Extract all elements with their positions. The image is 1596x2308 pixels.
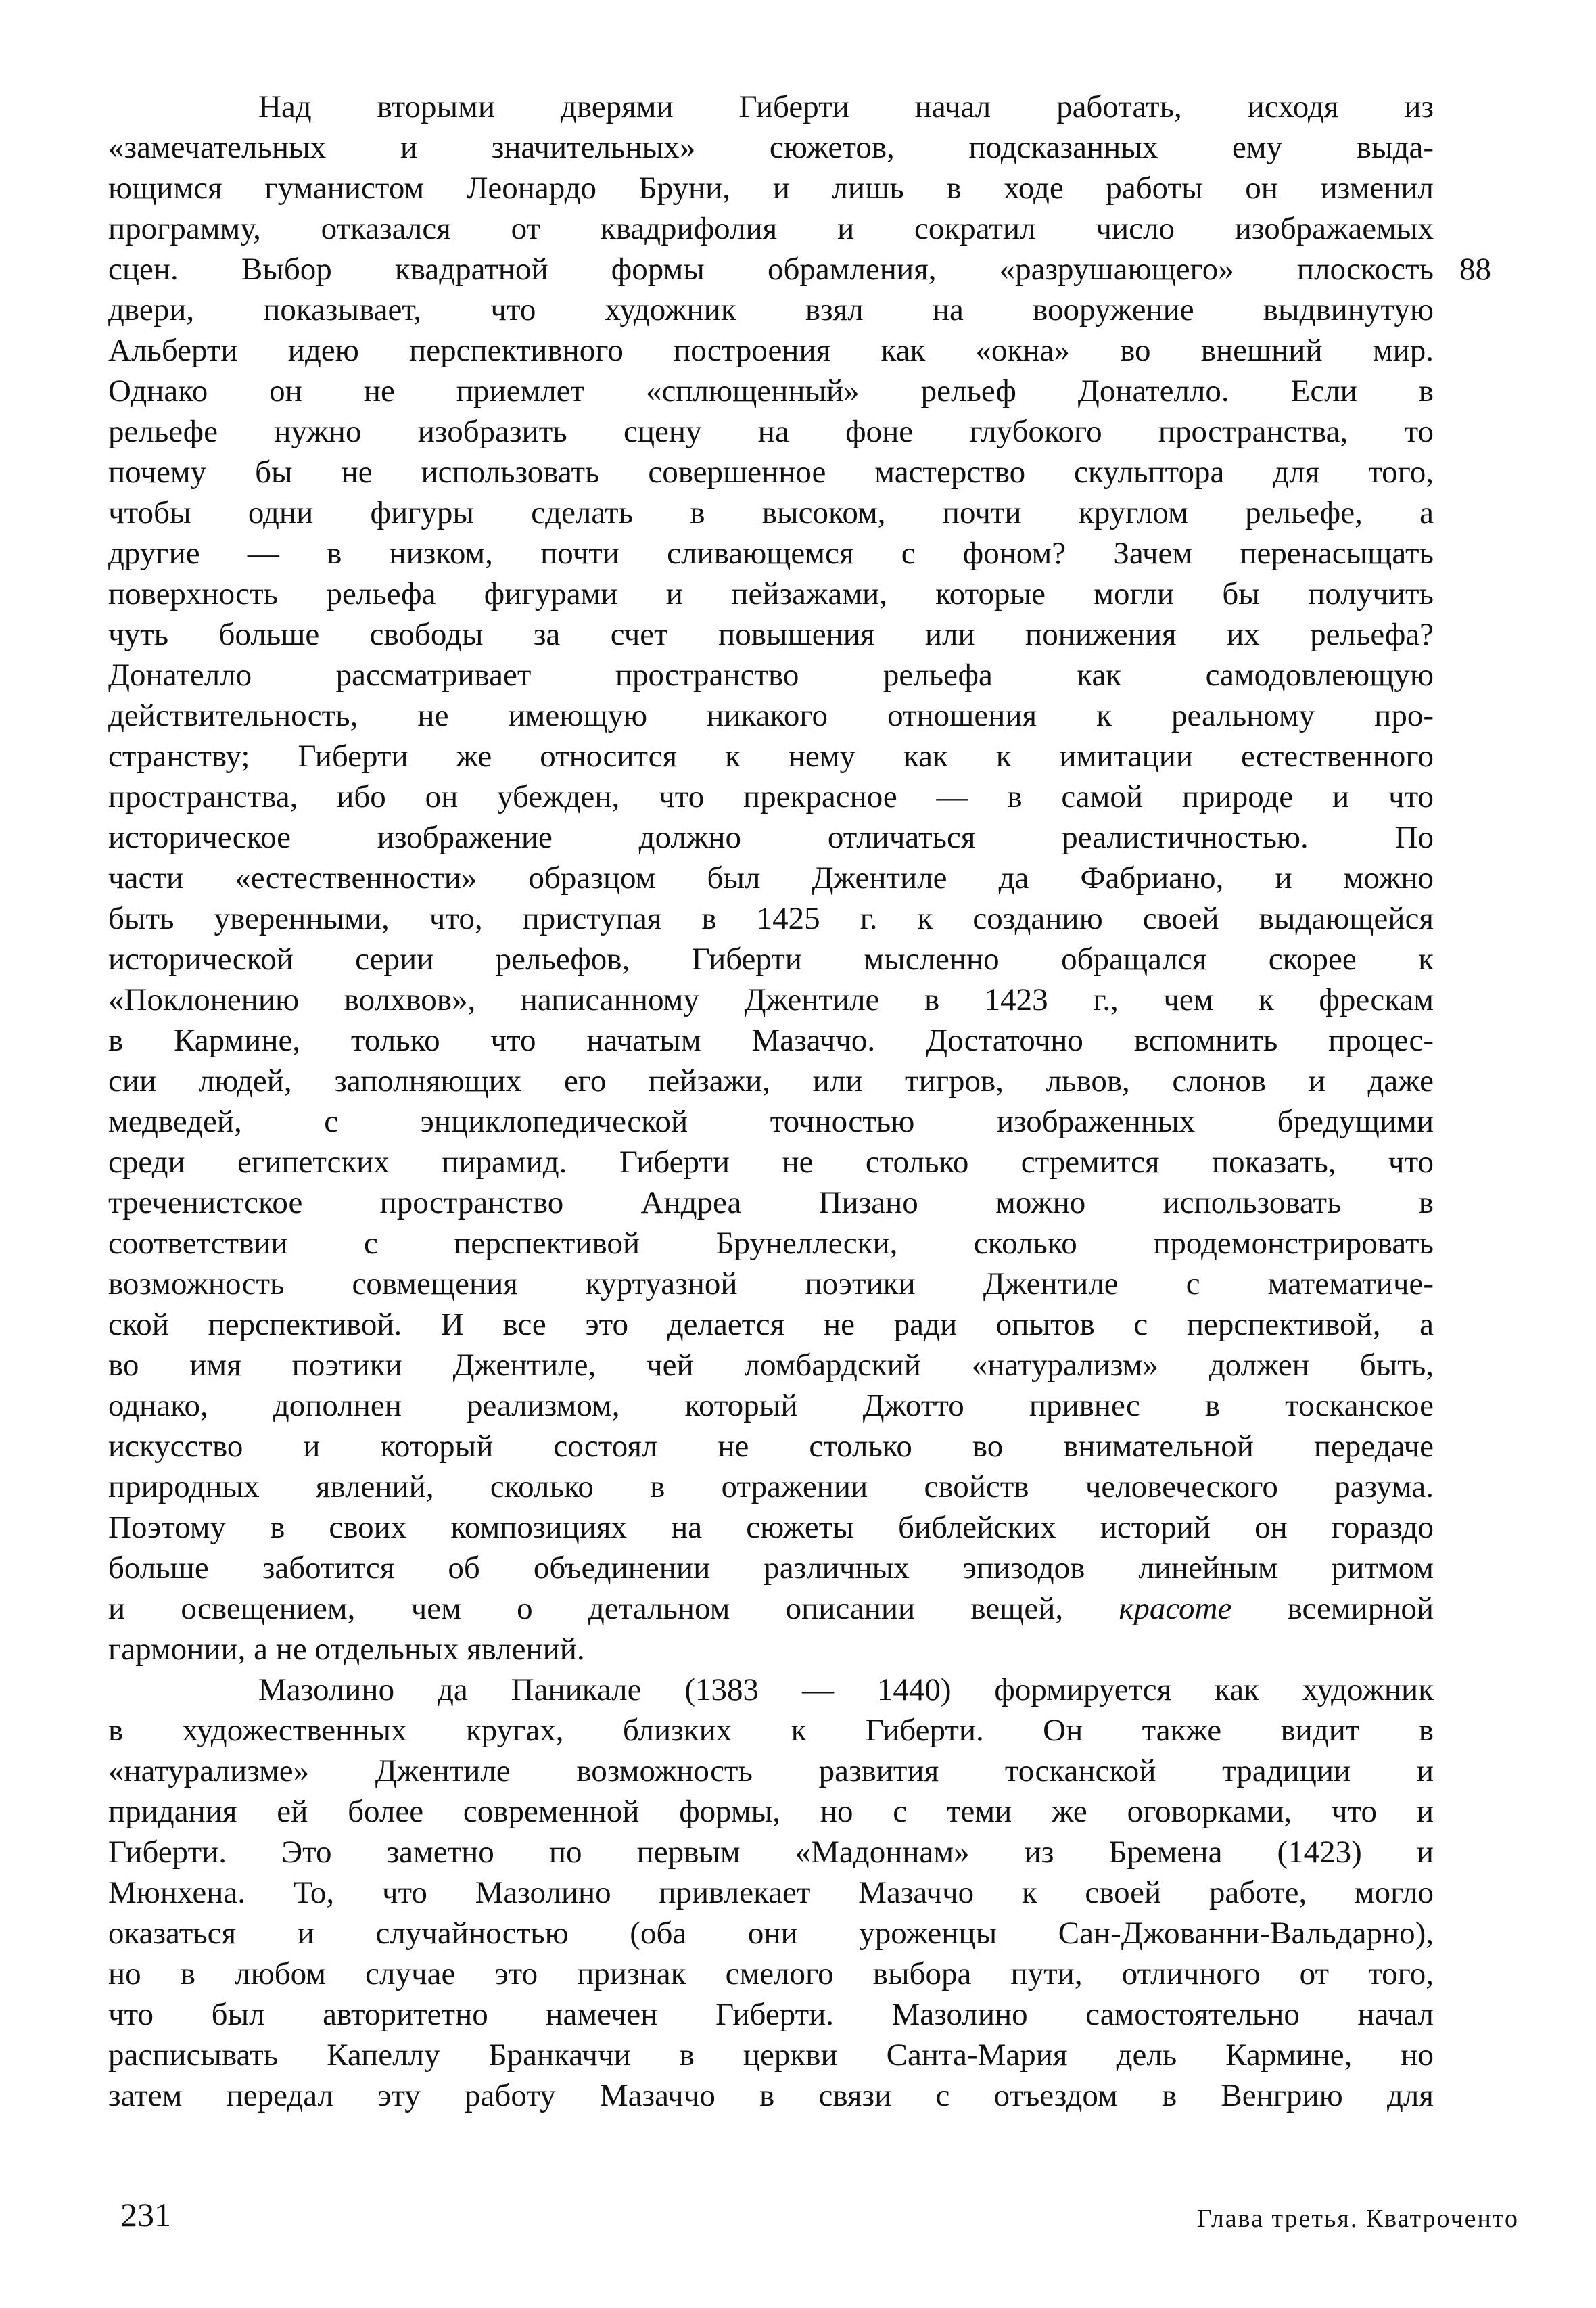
body-text: [108, 87, 1434, 2116]
paragraph-line: возможность совмещения куртуазной поэтики Джентиле с математиче-: [108, 1266, 1434, 1301]
paragraph-line: во имя поэтики Джентиле, чей ломбардский «натурализм» должен быть,: [108, 1347, 1434, 1383]
paragraph-line: среди египетских пирамид. Гиберти не столько стремится показать, что: [108, 1145, 1434, 1180]
paragraph-line: историческое изображение должно отличаться реалистичностью. По: [108, 820, 1434, 855]
paragraph-line: программу, отказался от квадрифолия и сократил число изображаемых: [108, 211, 1434, 246]
paragraph-line: рельефе нужно изобразить сцену на фоне глубокого пространства, то: [108, 414, 1434, 449]
paragraph-line: сии людей, заполняющих его пейзажи, или тигров, львов, слонов и даже: [108, 1063, 1434, 1099]
paragraph-line: больше заботится об объединении различных эпизодов линейным ритмом: [108, 1550, 1434, 1586]
paragraph-line: Над вторыми дверями Гиберти начал работать, исходя из: [258, 89, 1434, 124]
paragraph-line: исторической серии рельефов, Гиберти мысленно обращался скорее к: [108, 942, 1434, 977]
paragraph-line: расписывать Капеллу Бранкаччи в церкви Санта-Мария дель Кармине, но: [108, 2037, 1434, 2073]
paragraph-line: что был авторитетно намечен Гиберти. Мазолино самостоятельно начал: [108, 1997, 1434, 2032]
paragraph-line: поверхность рельефа фигурами и пейзажами, которые могли бы получить: [108, 576, 1434, 611]
paragraph-line: медведей, с энциклопедической точностью изображенных бредущими: [108, 1104, 1434, 1139]
paragraph-line: пространства, ибо он убежден, что прекрасное — в самой природе и что: [108, 779, 1434, 814]
paragraph-line: треченистское пространство Андреа Пизано можно использовать в: [108, 1185, 1434, 1220]
paragraph-line: быть уверенными, что, приступая в 1425 г. к созданию своей выдающейся: [108, 901, 1434, 936]
paragraph-line: «замечательных и значительных» сюжетов, подсказанных ему выда-: [108, 130, 1434, 165]
paragraph-line: оказаться и случайностью (оба они уроженцы Сан-Джованни-Вальдарно),: [108, 1916, 1434, 1951]
paragraph-line: Мюнхена. То, что Мазолино привлекает Мазаччо к своей работе, могло: [108, 1875, 1434, 1910]
paragraph-line: Однако он не приемлет «сплющенный» рельеф Донателло. Если в: [108, 373, 1434, 409]
paragraph-line: двери, показывает, что художник взял на вооружение выдвинутую: [108, 292, 1434, 327]
paragraph-line-with-italic: [108, 1588, 1434, 1629]
paragraph-line: в Кармине, только что начатым Мазаччо. Достаточно вспомнить процес-: [108, 1023, 1434, 1058]
paragraph-line: но в любом случае это признак смелого выбора пути, отличного от того,: [108, 1956, 1434, 1991]
line-end: всемирной: [1231, 1591, 1434, 1626]
paragraph-line: Мазолино да Паникале (1383 — 1440) формируется как художник: [258, 1672, 1434, 1707]
paragraph-line: однако, дополнен реализмом, который Джотто привнес в тосканское: [108, 1388, 1434, 1423]
paragraph-line: чуть больше свободы за счет повышения или понижения их рельефа?: [108, 617, 1434, 652]
paragraph-line: ющимся гуманистом Леонардо Бруни, и лишь в ходе работы он изменил: [108, 170, 1434, 206]
page-number: 231: [120, 2196, 171, 2234]
paragraph-line: в художественных кругах, близких к Гиберти. Он также видит в: [108, 1713, 1434, 1748]
paragraph-line: «натурализме» Джентиле возможность развития тосканской традиции и: [108, 1753, 1434, 1788]
margin-illustration-reference: 88: [1459, 252, 1491, 287]
italic-word: красоте: [1119, 1591, 1232, 1626]
line-start: и освещением, чем о детальном описании вещей,: [108, 1591, 1119, 1626]
paragraph-line: Поэтому в своих композициях на сюжеты библейских историй он гораздо: [108, 1510, 1434, 1545]
paragraph-line: придания ей более современной формы, но с теми же оговорками, что и: [108, 1794, 1434, 1829]
paragraph-line: соответствии с перспективой Брунеллески, сколько продемонстрировать: [108, 1226, 1434, 1261]
paragraph-line: сцен. Выбор квадратной формы обрамления, «разрушающего» плоскость: [108, 252, 1434, 287]
paragraph-line: части «естественности» образцом был Джентиле да Фабриано, и можно: [108, 860, 1434, 896]
paragraph-line: ской перспективой. И все это делается не ради опытов с перспективой, а: [108, 1307, 1434, 1342]
paragraph-line: «Поклонению волхвов», написанному Джентиле в 1423 г., чем к фрескам: [108, 982, 1434, 1017]
paragraph-line: чтобы одни фигуры сделать в высоком, почти круглом рельефе, а: [108, 495, 1434, 530]
paragraph-line: затем передал эту работу Мазаччо в связи с отъездом в Венгрию для: [108, 2078, 1434, 2113]
paragraph-line: почему бы не использовать совершенное мастерство скульптора для того,: [108, 455, 1434, 490]
paragraph-end-line: гармонии, а не отдельных явлений.: [108, 1632, 585, 1667]
paragraph-line: действительность, не имеющую никакого отношения к реальному про-: [108, 698, 1434, 733]
paragraph-line: другие — в низком, почти сливающемся с фоном? Зачем перенасыщать: [108, 536, 1434, 571]
paragraph-line: Гиберти. Это заметно по первым «Мадоннам» из Бремена (1423) и: [108, 1834, 1434, 1870]
paragraph-line: Альберти идею перспективного построения как «окна» во внешний мир.: [108, 333, 1434, 368]
running-head: Глава третья. Кватроченто: [1196, 2205, 1519, 2233]
paragraph-line: природных явлений, сколько в отражении свойств человеческого разума.: [108, 1469, 1434, 1504]
paragraph-line: Донателло рассматривает пространство рельефа как самодовлеющую: [108, 657, 1434, 693]
paragraph-line: странству; Гиберти же относится к нему как к имитации естественного: [108, 739, 1434, 774]
paragraph-line: искусство и который состоял не столько во внимательной передаче: [108, 1429, 1434, 1464]
